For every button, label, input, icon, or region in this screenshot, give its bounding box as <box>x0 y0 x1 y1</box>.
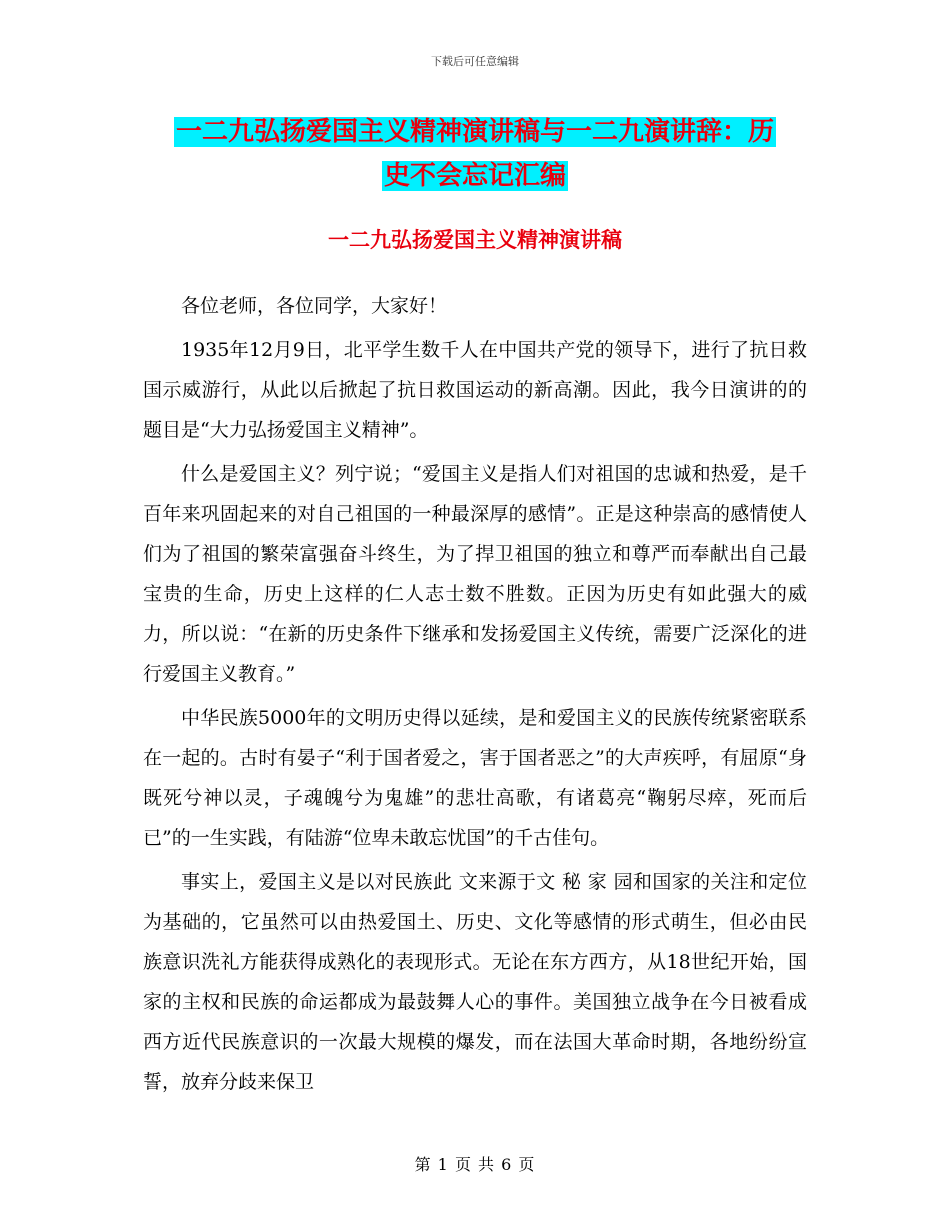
page-footer: 第 1 页 共 6 页 <box>414 1155 536 1174</box>
paragraph-history: 1935年12月9日，北平学生数千人在中国共产党的领导下，进行了抗日救国示威游行，从此以后掀起了抗日救国运动的新高潮。因此，我今日演讲的的题目是“大力弘扬爱国主义精神”。 <box>143 339 807 441</box>
section-subtitle: 一二九弘扬爱国主义精神演讲稿 <box>328 228 622 252</box>
paragraph-definition: 什么是爱国主义？列宁说；“爱国主义是指人们对祖国的忠诚和热爱，是千百年来巩固起来的对自己祖国的一种最深厚的感情”。正是这种崇高的感情使人们为了祖国的繁荣富强奋斗终生，为了捍卫祖国的独立和尊严而奉献出自己最宝贵的生命，历史上这样的仁人志士数不胜数。正因为历史有如此强大的威力，所以说：“在新的历史条件下继承和发扬爱国主义传统，需要广泛深化的进行爱国主义教育。” <box>143 463 807 685</box>
body-text <box>143 286 807 1106</box>
document-title <box>140 110 810 198</box>
title-line-1: 一二九弘扬爱国主义精神演讲稿与一二九演讲辞：历 <box>175 117 774 147</box>
paragraph-tradition: 中华民族5000年的文明历史得以延续，是和爱国主义的民族传统紧密联系在一起的。古时有晏子“利于国者爱之，害于国者恶之”的大声疾呼，有屈原“身既死兮神以灵，子魂魄兮为鬼雄”的悲壮高歌，有诸葛亮“鞠躬尽瘁，死而后已”的一生实践，有陆游“位卑未敢忘忧国”的千古佳句。 <box>143 707 807 849</box>
paragraph-greeting: 各位老师，各位同学，大家好！ <box>181 295 448 317</box>
header-note: 下载后可任意编辑 <box>431 55 519 68</box>
paragraph-national-awareness: 事实上，爱国主义是以对民族此 文来源于文 秘 家 园和国家的关注和定位为基础的，它虽然可以由热爱国土、历史、文化等感情的形式萌生，但必由民族意识洗礼方能获得成熟化的表现形式。无论在东方西方，从18世纪开始，国家的主权和民族的命运都成为最鼓舞人心的事件。美国独立战争在今日被看成西方近代民族意识的一次最大规模的爆发，而在法国大革命时期，各地纷纷宣誓，放弃分歧来保卫 <box>143 871 807 1093</box>
title-line-2: 史不会忘记汇编 <box>383 161 566 191</box>
